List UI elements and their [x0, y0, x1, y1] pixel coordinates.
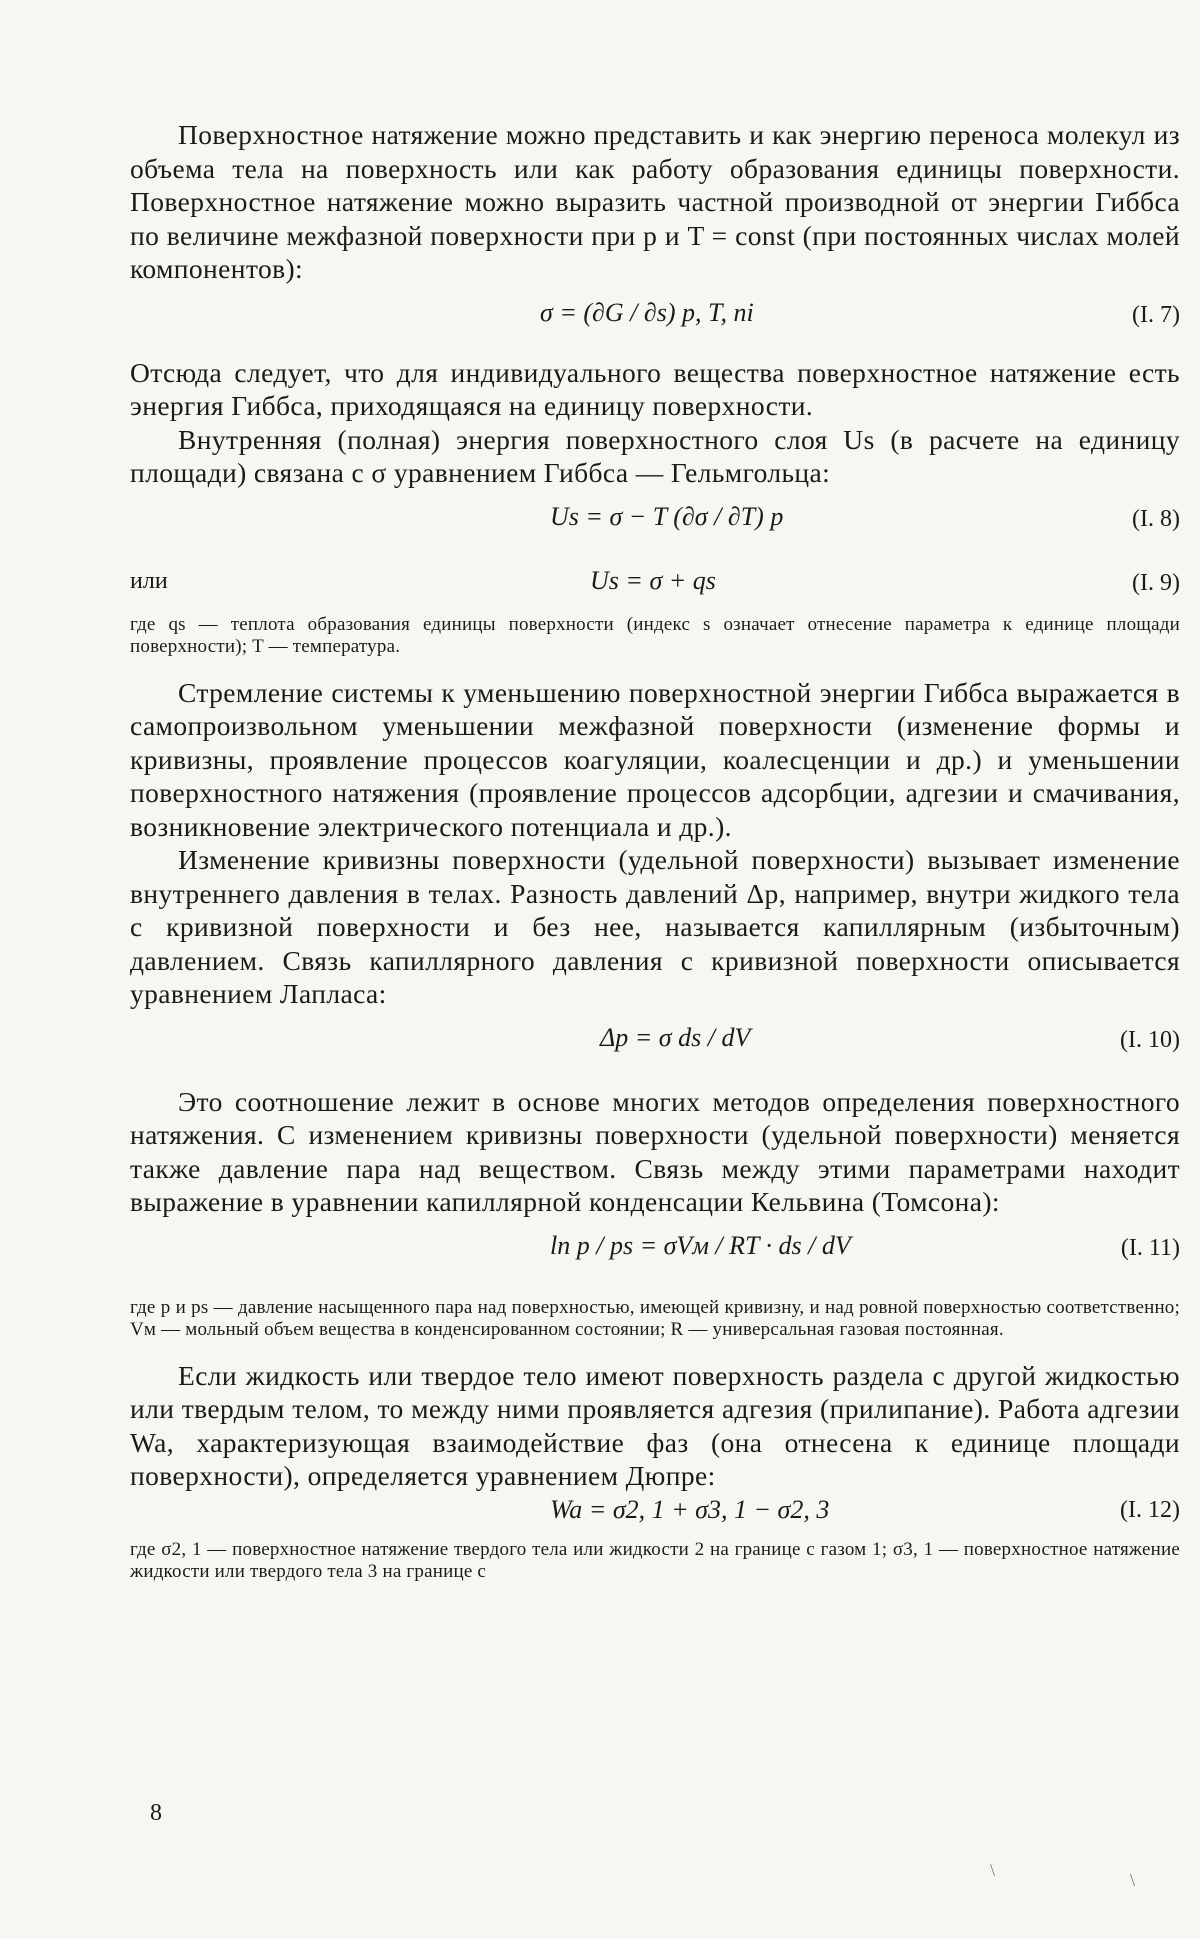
page-number: 8 — [150, 1800, 162, 1826]
equation-formula: σ = (∂G / ∂s) p, T, ni — [540, 297, 754, 327]
equation-I12 — [130, 1493, 1180, 1533]
scan-speck: \ — [1130, 1870, 1136, 1890]
equation-formula: ln p / ps = σVм / RT · ds / dV — [550, 1230, 851, 1260]
equation-formula: Δp = σ ds / dV — [600, 1022, 751, 1052]
equation-formula: Us = σ − T (∂σ / ∂T) p — [550, 501, 784, 531]
footnote-2: где p и ps — давление насыщенного пара над поверхностью, имеющей кривизну, и над ровной поверхностью соответственно; Vм — мольный объем вещества в конденсированном состоянии; R — универсальная газовая постоянная. — [130, 1296, 1180, 1340]
paragraph-5: Изменение кривизны поверхности (удельной поверхности) вызывает изменение внутреннего давления в телах. Разность давлений Δp, например, внутри жидкого тела с кривизной поверхности и без нее, называется капиллярным (избыточным) давлением. Связь капиллярного давления с кривизной поверхности описывается уравнением Лапласа: — [130, 844, 1180, 1009]
equation-number: (I. 7) — [1132, 301, 1180, 328]
equation-number: (I. 9) — [1132, 569, 1180, 596]
equation-number: (I. 11) — [1120, 1234, 1180, 1261]
equation-I11 — [130, 1219, 1180, 1285]
paragraph-1: Поверхностное натяжение можно представить и как энергию переноса молекул из объема тела на поверхность или как работу образования единицы поверхности. Поверхностное натяжение можно выразить частной производной от энергии Гиббса по величине межфазной поверхности при p и T = const (при постоянных числах молей компонентов): — [130, 119, 1180, 284]
scan-speck: \ — [990, 1860, 996, 1880]
equation-I8 — [130, 490, 1180, 554]
equation-formula: Wa = σ2, 1 + σ3, 1 − σ2, 3 — [550, 1494, 830, 1524]
footnote-1: где qs — теплота образования единицы поверхности (индекс s означает отнесение параметра к единице площади поверхности); T — температура. — [130, 613, 1180, 657]
paragraph-6: Это соотношение лежит в основе многих методов определения поверхностного натяжения. С изменением кривизны поверхности (удельной поверхности) меняется также давление пара над веществом. Связь между этими параметрами находит выражение в уравнении капиллярной конденсации Кельвина (Томсона): — [130, 1085, 1180, 1217]
equation-I9 — [130, 554, 1180, 602]
equation-number: (I. 8) — [1132, 505, 1180, 532]
paragraph-3: Внутренняя (полная) энергия поверхностного слоя Us (в расчете на единицу площади) связана с σ уравнением Гиббса — Гельмгольца: — [130, 423, 1180, 488]
equation-I7 — [130, 286, 1180, 356]
paragraph-4: Стремление системы к уменьшению поверхностной энергии Гиббса выражается в самопроизвольном уменьшении межфазной поверхности (изменение формы и кривизны, проявление процессов коагуляции, коалесценции и др.) и уменьшении поверхностного натяжения (проявление процессов адсорбции, адгезии и смачивания, возникновение электрического потенциала и др.). — [130, 676, 1180, 842]
paragraph-7: Если жидкость или твердое тело имеют поверхность раздела с другой жидкостью или твердым телом, то между ними проявляется адгезия (прилипание). Работа адгезии Wa, характеризующая взаимодействие фаз (она отнесена к единице площади поверхности), определяется уравнением Дюпре: — [130, 1359, 1180, 1491]
footnote-3: где σ2, 1 — поверхностное натяжение твердого тела или жидкости 2 на границе с газом 1; σ3, 1 — поверхностное натяжение жидкости или твердого тела 3 на границе с — [130, 1538, 1180, 1582]
equation-lead-word: или — [130, 567, 168, 594]
paragraph-2: Отсюда следует, что для индивидуального вещества поверхностное натяжение есть энергия Гиббса, приходящаяся на единицу поверхности. — [130, 356, 1180, 421]
equation-number: (I. 12) — [1120, 1496, 1180, 1523]
equation-I10 — [130, 1011, 1180, 1085]
equation-number: (I. 10) — [1120, 1026, 1180, 1053]
equation-formula: Us = σ + qs — [590, 565, 716, 595]
page-body — [130, 118, 1180, 1601]
